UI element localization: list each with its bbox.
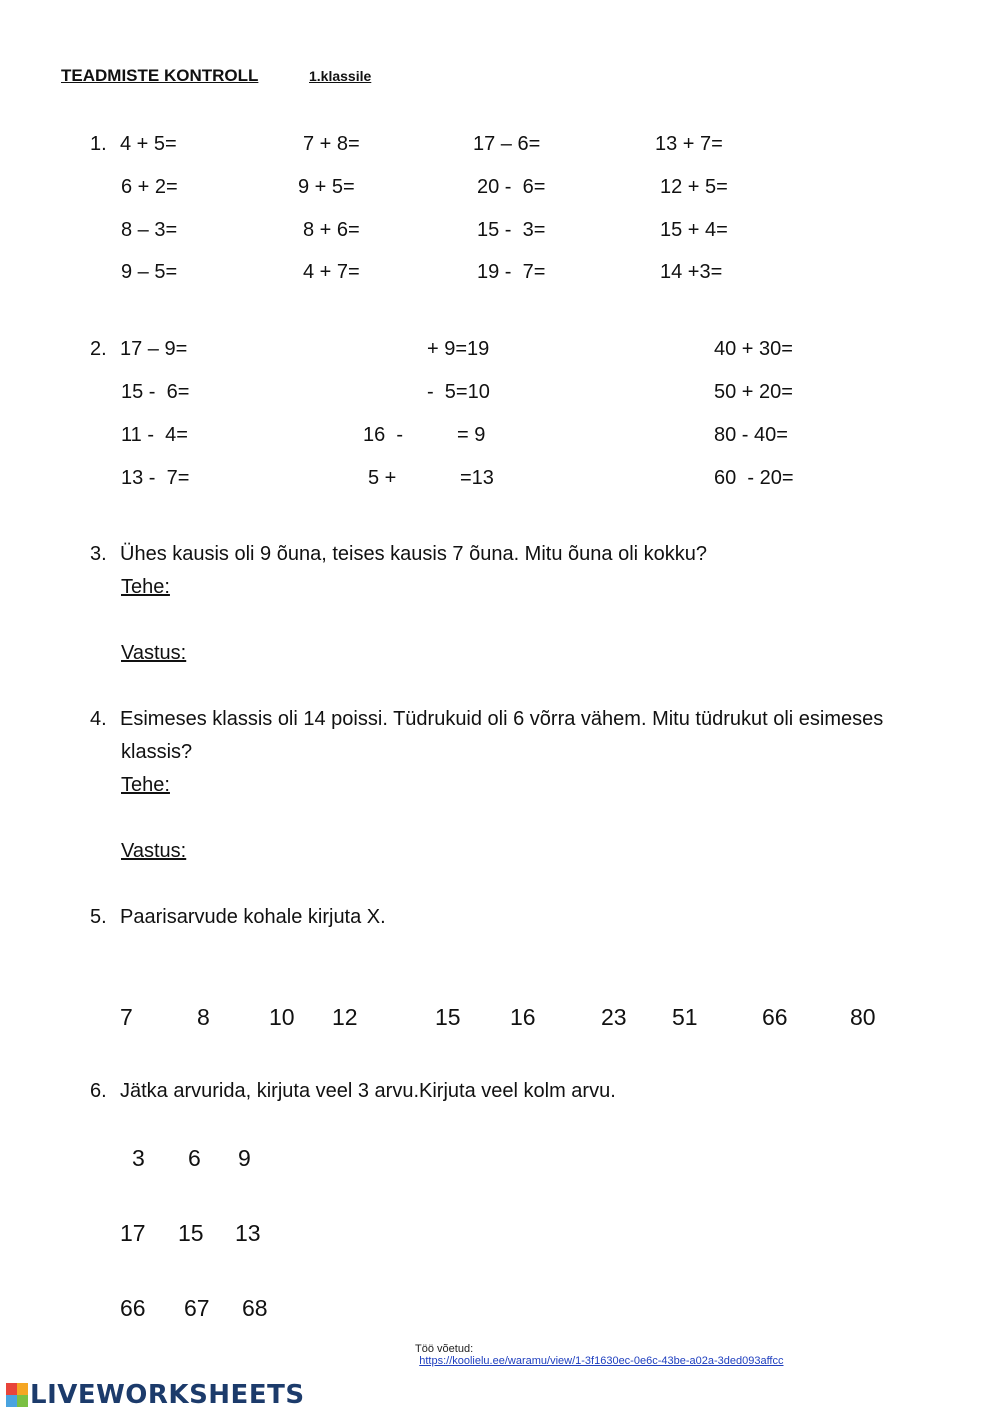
q5-number-item: 16 [510,1004,536,1030]
q1-item: 8 – 3= [121,219,178,241]
q5-number-item: 8 [197,1004,210,1030]
source-credit-label: Töö võetud: [415,1343,474,1355]
q6-text: Jätka arvurida, kirjuta veel 3 arvu.Kirjuta veel kolm arvu. [120,1080,616,1102]
q5-number-item: 51 [672,1004,698,1030]
q1-item: 6 + 2= [121,176,178,198]
source-link[interactable]: https://koolielu.ee/waramu/view/1-3f1630ec-0e6c-43be-a02a-3ded093affcc [419,1355,784,1367]
q5-number-item: 7 [120,1004,133,1030]
page-subtitle: 1.klassile [309,68,372,84]
q2-item: - 5=10 [427,381,490,403]
page-title: TEADMISTE KONTROLL [61,66,259,85]
q4-answer-label: Vastus: [121,840,187,862]
q2-item: = 9 [457,424,486,446]
q6-sequence-number: 6 [188,1145,201,1171]
q5-number-item: 10 [269,1004,295,1030]
q6-sequence-number: 9 [238,1145,251,1171]
q1-item: 19 - 7= [477,261,546,283]
q2-item: 17 – 9= [120,338,188,360]
q1-item: 13 + 7= [655,133,723,155]
q1-item: 12 + 5= [660,176,728,198]
q6-sequence-number: 13 [235,1220,261,1246]
q5-number: 5. [90,906,107,928]
q6-sequence-number: 67 [184,1295,210,1321]
logo-square-icon [6,1395,17,1407]
q4-work-label: Tehe: [121,774,170,796]
q2-item: 13 - 7= [121,467,190,489]
q1-item: 14 +3= [660,261,723,283]
brand-name: LIVEWORKSHEETS [30,1380,305,1410]
q5-number-item: 23 [601,1004,627,1030]
q2-item: 80 - 40= [714,424,788,446]
q2-item: 16 - [363,424,404,446]
liveworksheets-logo [6,1380,305,1410]
q2-item: 40 + 30= [714,338,793,360]
q2-number: 2. [90,338,107,360]
logo-square-icon [17,1395,28,1407]
q5-number-item: 15 [435,1004,461,1030]
q2-item: 5 + [368,467,397,489]
q6-sequence-number: 66 [120,1295,146,1321]
q2-item: + 9=19 [427,338,490,360]
q1-item: 9 + 5= [298,176,355,198]
q1-item: 8 + 6= [303,219,360,241]
q5-number-item: 12 [332,1004,358,1030]
q2-item: 11 - 4= [121,424,188,446]
q5-text: Paarisarvude kohale kirjuta X. [120,906,386,928]
q1-item: 17 – 6= [473,133,541,155]
logo-square-icon [6,1383,17,1395]
q2-item: 60 - 20= [714,467,794,489]
q1-item: 20 - 6= [477,176,546,198]
q1-number: 1. [90,133,107,155]
q6-sequence-number: 68 [242,1295,268,1321]
q4-text-line1: Esimeses klassis oli 14 poissi. Tüdrukuid oli 6 võrra vähem. Mitu tüdrukut oli esimeses [120,708,884,730]
q6-number: 6. [90,1080,107,1102]
q1-item: 15 - 3= [477,219,546,241]
source-credit [403,1331,784,1379]
q6-sequence-number: 17 [120,1220,146,1246]
logo-square-icon [17,1383,28,1395]
q2-item: =13 [460,467,494,489]
q4-number: 4. [90,708,107,730]
liveworksheets-logo-icon [6,1383,28,1407]
q2-item: 50 + 20= [714,381,793,403]
q5-number-item: 80 [850,1004,876,1030]
q3-work-label: Tehe: [121,576,170,598]
q1-item: 9 – 5= [121,261,178,283]
q4-text-line2: klassis? [121,741,193,763]
q6-sequence-number: 3 [132,1145,145,1171]
q3-text: Ühes kausis oli 9 õuna, teises kausis 7 õuna. Mitu õuna oli kokku? [120,543,708,565]
q1-item: 4 + 7= [303,261,360,283]
q1-item: 4 + 5= [120,133,177,155]
q2-item: 15 - 6= [121,381,190,403]
q3-answer-label: Vastus: [121,642,187,664]
q5-number-item: 66 [762,1004,788,1030]
q1-item: 7 + 8= [303,133,360,155]
q1-item: 15 + 4= [660,219,728,241]
q6-sequence-number: 15 [178,1220,204,1246]
q3-number: 3. [90,543,107,565]
